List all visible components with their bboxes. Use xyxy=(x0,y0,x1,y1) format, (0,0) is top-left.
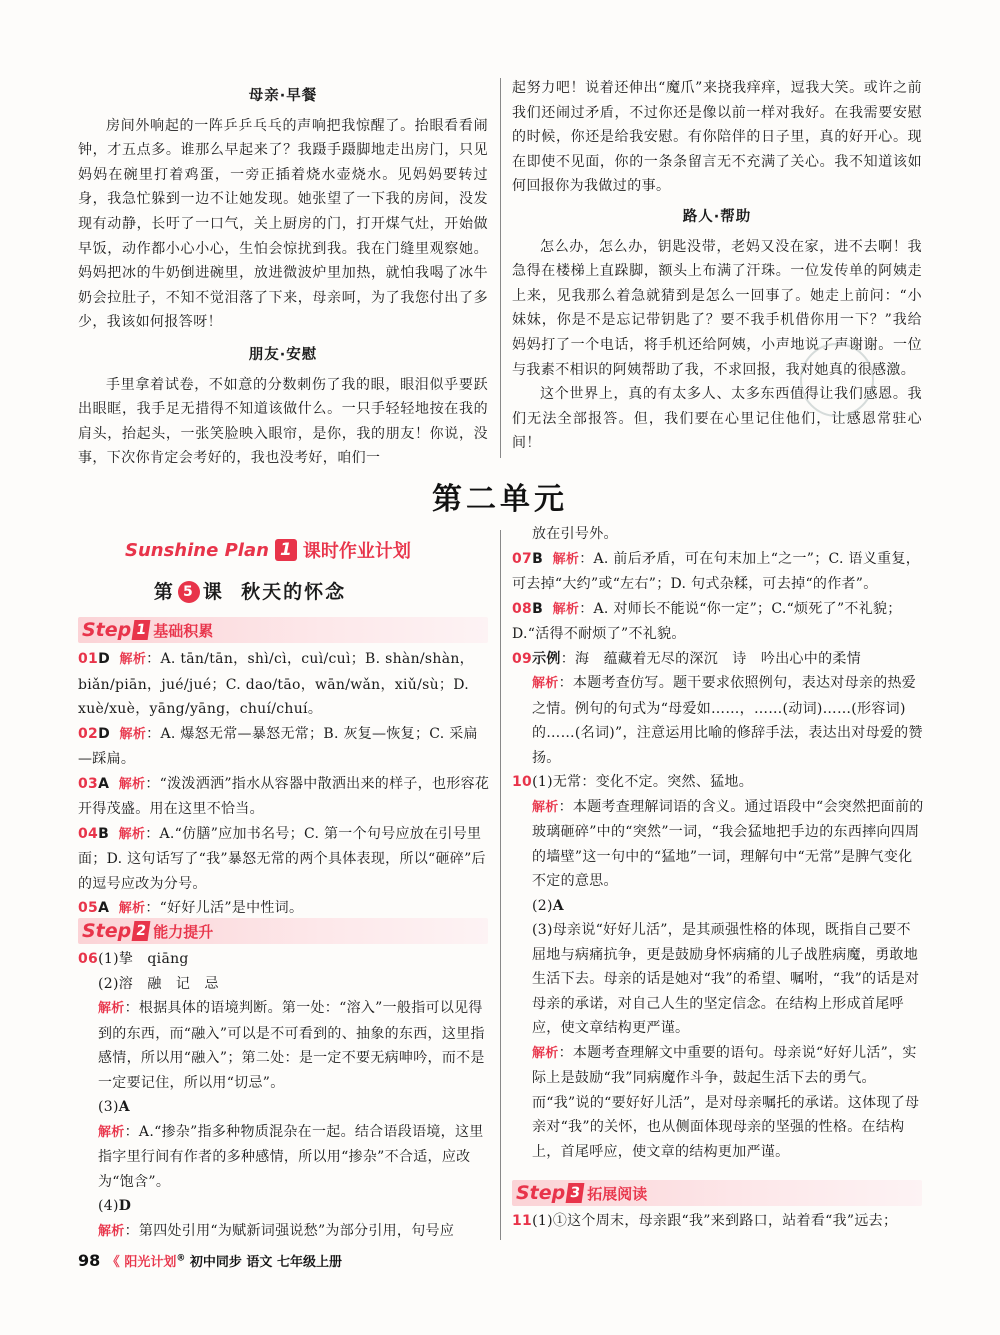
analysis-text: ：本题考查理解词语的含义。通过语段中“会突然把面前的玻璃砸碎”中的“突然”一词，“我会猛地把手边的东西摔向四周的墙壁”这一句中的“猛地”一词，理解句中“无常”是脾气变化不定的意思。 xyxy=(532,798,924,889)
step-word: Step xyxy=(82,619,132,641)
question-number: 02 xyxy=(78,725,99,742)
question-number: 05 xyxy=(78,900,99,916)
analysis-label: 解析 xyxy=(532,1045,559,1061)
column-divider-top xyxy=(500,78,501,458)
lesson-title xyxy=(0,577,500,604)
step-title: 基础积累 xyxy=(153,621,214,640)
sub-number: (2) xyxy=(532,897,553,914)
analysis-label: 解析 xyxy=(98,1001,125,1016)
analysis-label: 解析 xyxy=(532,799,559,815)
answer-text: (1)①这个周末，母亲跟“我”来到路口，站着看“我”远去； xyxy=(532,1213,898,1229)
question-number: 07 xyxy=(512,550,533,567)
answer-letter: B xyxy=(532,550,544,567)
step-2-banner xyxy=(78,918,488,944)
answer-letter: D xyxy=(98,651,111,667)
answer-letter: A xyxy=(118,1099,130,1115)
lesson-suffix: 课 xyxy=(202,581,224,603)
continued-text: 放在引号外。 xyxy=(532,526,618,542)
answer-11 xyxy=(512,1209,924,1234)
question-number: 03 xyxy=(78,775,99,792)
column-divider-bottom xyxy=(500,530,501,1240)
sub-answer-2: (2)溶 融 记 忌 xyxy=(98,975,219,992)
lesson-number: 5 xyxy=(178,581,200,603)
section-title-friend: 朋友·安慰 xyxy=(248,346,318,363)
question-number: 10 xyxy=(512,774,533,790)
section-title-mother: 母亲·早餐 xyxy=(248,88,318,104)
answers-left-1 xyxy=(78,647,490,922)
plan-brand: Sunshine Plan xyxy=(125,539,269,561)
answer-02 xyxy=(78,722,490,772)
answer-08 xyxy=(512,597,924,647)
answer-06 xyxy=(78,947,490,972)
lesson-prefix: 第 xyxy=(153,581,175,603)
answer-07 xyxy=(512,547,924,597)
page-number: 98 xyxy=(78,1251,101,1270)
answer-01 xyxy=(78,647,490,722)
step-1-banner xyxy=(78,617,488,643)
analysis-text: ：第四处引用“为赋新词强说愁”为部分引用，句号应 xyxy=(124,1222,455,1239)
answers-left-2 xyxy=(78,947,490,1244)
unit-title: 第二单元 xyxy=(432,482,568,517)
answer-10-3-analysis xyxy=(512,1041,924,1165)
analysis-label: 解析 xyxy=(118,901,146,916)
question-number: 09 xyxy=(512,650,533,667)
example-text: ：海 蕴藏着无尽的深沉 诗 吟出心中的柔情 xyxy=(560,650,862,667)
analysis-text: ：A.“仿膳”应加书名号；C. 第一个句号应放在引号里面；D. 这句话写了“我”暴怒无常的两个具体表现，所以“砸碎”后的逗号应改为分号。 xyxy=(78,825,486,892)
page-footer xyxy=(78,1251,342,1270)
analysis-text: ：本题考查仿写。题干要求依照例句，表达对母亲的热爱之情。例句的句式为“母爱如……，……(动词)……(形容词)的……(名词)”，注意运用比喻的修辞手法，表达出对母爱的赞扬。 xyxy=(532,675,923,766)
question-number: 08 xyxy=(512,600,533,617)
stamp-icon xyxy=(800,343,874,417)
answer-letter: A xyxy=(98,900,110,916)
answer-09-analysis xyxy=(512,671,924,770)
analysis-label: 解析 xyxy=(552,601,580,617)
analysis-label: 解析 xyxy=(118,826,146,842)
step-number: 2 xyxy=(132,921,151,941)
analysis-text: ：“好好儿活”是中性词。 xyxy=(145,900,304,916)
plan-heading xyxy=(125,537,411,563)
step-3-banner xyxy=(512,1180,922,1206)
step-number: 3 xyxy=(566,1183,585,1203)
sub-answer-3 xyxy=(78,1095,490,1120)
analysis-text: ：A.“掺杂”指多种物质混杂在一起。结合语段语境，这里指字里行间有作者的多种感情，所以用“掺杂”不合适，应改为“饱含”。 xyxy=(98,1123,484,1190)
sub-answer-4-analysis xyxy=(78,1219,490,1245)
answer-letter: A xyxy=(552,897,564,914)
answer-03 xyxy=(78,772,490,822)
paragraph-closing: 这个世界上，真的有太多人、太多东西值得让我们感恩。我们无法全部报答。但，我们要在心里记住他们，让感恩常驻心间！ xyxy=(512,386,922,452)
sub-number: (4) xyxy=(98,1198,119,1214)
analysis-text: ：A. 前后矛盾，可在句末加上“之一”；C. 语义重复，可去掉“大约”或“左右”；D. 句式杂糅，可去掉“的作者”。 xyxy=(512,550,921,592)
footer-book-title: 初中同步 语文 七年级上册 xyxy=(189,1255,342,1270)
analysis-text: ：“泼泼洒洒”指水从容器中散洒出来的样子，也形容花开得茂盛。用在这里不恰当。 xyxy=(78,775,490,817)
sub-answer-1: (1)挚 qiāng xyxy=(98,951,189,967)
sub-number: (3) xyxy=(98,1099,119,1115)
sub-answer-3: (3)母亲说“好好儿活”，是其顽强性格的体现，既指自己要不屈地与病痛抗争，更是鼓励身怀病痛的儿子战胜病魔，勇敢地生活下去。母亲的话是她对“我”的希望、嘱咐，“我”的话是对母亲的承诺，对自己人生的坚定信念。在结构上形成首尾呼应，使文章结构更严谨。 xyxy=(532,922,920,1036)
analysis-label: 解析 xyxy=(98,1223,125,1239)
analysis-text: ：根据具体的语境判断。第一处：“溶入”一般指可以见得到的东西，而“融入”可以是不可看到的、抽象的东西，这里指感情，所以用“融入”；第二处：是一定不要无病呻吟，而不是一定要记住，所以用“切忌”。 xyxy=(98,1000,485,1091)
sub-answer-4 xyxy=(78,1194,490,1219)
registered-mark: ® xyxy=(176,1253,186,1264)
answer-10-analysis xyxy=(512,795,924,894)
analysis-label: 解析 xyxy=(98,1124,125,1140)
answer-09 xyxy=(512,647,924,672)
analysis-text: ：A. 对师长不能说“你一定”；C.“烦死了”不礼貌；D.“活得不耐烦了”不礼貌。 xyxy=(512,600,902,642)
answer-letter: D xyxy=(98,725,111,742)
paragraph-friend: 手里拿着试卷，不如意的分数刺伤了我的眼，眼泪似乎要跃出眼眶，我手足无措得不知道该做什么。一只手轻轻地按在我的肩头，抬起头，一张笑脸映入眼帘，是你，我的朋友！你说，没事，下次你肯定会考好的，我也没考好，咱们一 xyxy=(78,376,488,467)
plan-label: 课时作业计划 xyxy=(302,541,411,562)
question-number: 11 xyxy=(512,1213,533,1229)
analysis-text: ：A. 爆怒无常—暴怒无常；B. 灰复—恢复；C. 采扁—踩扁。 xyxy=(78,725,478,767)
top-left-column xyxy=(78,78,488,471)
analysis-text: ：本题考查理解文中重要的语句。母亲说“好好儿活”，实际上是鼓励“我”同病魔作斗争，鼓起生活下去的勇气。而“我”说的“要好好儿活”，是对母亲嘱托的承诺。这体现了母亲对“我”的关怀，也从侧面体现母亲的坚强的性格。在结构上，首尾呼应，使文章的结构更加严谨。 xyxy=(532,1044,920,1160)
answer-04 xyxy=(78,822,490,897)
step-word: Step xyxy=(82,920,132,942)
sub-answer-3-analysis xyxy=(78,1120,490,1195)
step-number: 1 xyxy=(132,620,151,640)
question-number: 06 xyxy=(78,951,99,967)
answer-letter: B xyxy=(98,825,110,842)
chevron-left-icon: 《 xyxy=(106,1255,120,1270)
answers-right xyxy=(512,522,924,1164)
footer-brand: 阳光计划 xyxy=(124,1255,177,1270)
analysis-label: 解析 xyxy=(118,776,146,792)
answer-10 xyxy=(512,770,924,795)
analysis-label: 解析 xyxy=(532,676,559,691)
analysis-label: 解析 xyxy=(119,652,147,667)
step-title: 能力提升 xyxy=(153,922,214,941)
sub-answer-2-analysis xyxy=(78,996,490,1095)
answer-letter: B xyxy=(532,600,544,617)
step-title: 拓展阅读 xyxy=(587,1184,648,1203)
question-number: 04 xyxy=(78,825,99,842)
answer-letter: A xyxy=(98,775,110,792)
paragraph-stranger: 怎么办，怎么办，钥匙没带，老妈又没在家，进不去啊！我急得在楼梯上直跺脚，额头上布满了汗珠。一位发传单的阿姨走上来，见我那么着急就猜到是怎么一回事了。她走上前问：“小妹妹，你是不是忘记带钥匙了？要不我手机借你用一下？”我给妈妈打了一个电话，将手机还给阿姨，小声地说了声谢谢。一位与我素不相识的阿姨帮助了我，不求回报，我对她真的很感激。 xyxy=(512,238,922,378)
answer-letter: D xyxy=(118,1198,132,1214)
answer-example: 示例 xyxy=(532,650,561,667)
paragraph-friend-cont: 起努力吧！说着还伸出“魔爪”来挠我痒痒，逗我大笑。或许之前我们还闹过矛盾，不过你还是像以前一样对我好。在我需要安慰的时候，你还是给我安慰。有你陪伴的日子里，真的好开心。现在即使不见面，你的一条条留言无不充满了关心。我不知道该如何回报你为我做过的事。 xyxy=(512,80,922,195)
analysis-label: 解析 xyxy=(552,551,580,567)
analysis-text: ：A. tān/tān，shì/cì，cuì/cuì；B. shàn/shàn，biǎn/piān，jué/jué；C. dao/tāo，wān/wǎn，xiǔ/sù；D. xuè/xuè，yāng/yāng，chuí/chuí。 xyxy=(78,651,474,717)
step-word: Step xyxy=(516,1182,566,1204)
section-title-stranger: 路人·帮助 xyxy=(682,208,752,225)
plan-badge: 1 xyxy=(275,539,297,561)
sub-answer-1: (1)无常：变化不定。突然、猛地。 xyxy=(532,774,754,790)
sub-answer-2 xyxy=(512,894,924,919)
question-number: 01 xyxy=(78,651,99,667)
analysis-label: 解析 xyxy=(119,726,147,742)
paragraph-mother: 房间外响起的一阵乒乒乓乓的声响把我惊醒了。抬眼看看闹钟，才五点多。谁那么早起来了？我蹑手蹑脚地走出房门，只见妈妈在碗里打着鸡蛋，一旁正插着烧水壶烧水。见妈妈要转过身，我急忙躲到一边不让她发现。她张望了一下我的房间，没发现有动静，长吁了一口气，关上厨房的门，打开煤气灶，开始做早饭，动作都小心小心，生怕会惊扰到我。我在门缝里观察她。妈妈把冰的牛奶倒进碗里，放进微波炉里加热，就怕我喝了冰牛奶会拉肚子，不知不觉泪落了下来，母亲呵，为了我您付出了多少，我该如何报答呀！ xyxy=(78,117,488,331)
lesson-name: 秋天的怀念 xyxy=(241,581,347,603)
